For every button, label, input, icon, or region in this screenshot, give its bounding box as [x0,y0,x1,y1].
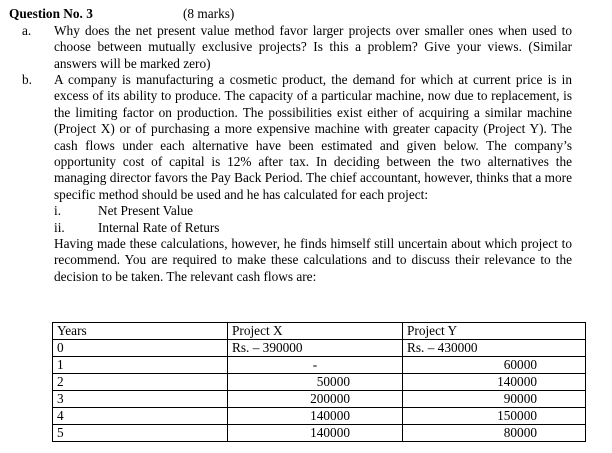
table-cell: 90000 [403,391,586,408]
table-header-row [53,323,586,340]
table-cell: 200000 [228,391,403,408]
table-cell: Rs. – 390000 [228,340,403,357]
item-text: A company is manufacturing a cosmetic product, the demand for which at current price is in excess of its ability to produce. The capacity of a particular machine, now due to replacement, is the limiting factor on production. The possibilities exist either of acquiring a similar machine (Project X) or of purchasing a more expensive machine with greater capacity (Project Y). The cash flows under each alternative have been estimated and given below. The company’s opportunity cost of capital is 12% after tax. In deciding between the two alternatives the managing director favors the Pay Back Period. The chief accountant, however, thinks that a more specific method should be used and he has calculated for each project: [54,72,572,202]
question-item-b [22,72,572,285]
table-cell: 4 [53,408,228,425]
table-cell: 80000 [403,425,586,442]
table-cell: 2 [53,374,228,391]
table-header-cell: Project Y [403,323,586,340]
question-number: Question No. 3 [9,6,93,21]
table-cell: 60000 [403,357,586,374]
table-row [53,357,586,374]
subitem-text: Net Present Value [98,203,194,219]
table-row [53,374,586,391]
subitem-npv [54,203,572,219]
table-header-cell: Project X [228,323,403,340]
table-cell: 140000 [228,408,403,425]
item-label: b. [22,72,32,87]
table-cell: Rs. – 430000 [403,340,586,357]
table-cell: 0 [53,340,228,357]
table-cell: - [228,357,403,374]
table-cell: 150000 [403,408,586,425]
subitem-number: ii. [54,219,65,235]
subitem-text: Internal Rate of Returs [98,219,220,235]
question-header [9,6,235,22]
question-marks: (8 marks) [183,6,235,21]
table-row [53,408,586,425]
table-header-cell: Years [53,323,228,340]
item-text-after: Having made these calculations, however, he finds himself still uncertain about which project to recommend. You are required to make these calculations and to discuss their relevance to the decision to be taken. The relevant cash flows are: [54,236,572,284]
table-cell: 3 [53,391,228,408]
subitem-number: i. [54,203,62,219]
table-cell: 140000 [403,374,586,391]
item-text: Why does the net present value method favor larger projects over smaller ones when used to choose between mutually exclusive projects? Is this a problem? Give your views. (Similar answers will be marked zero) [54,23,572,71]
question-item-a [22,23,572,72]
table-cell: 5 [53,425,228,442]
table-row [53,340,586,357]
table-row [53,425,586,442]
table-cell: 50000 [228,374,403,391]
item-label: a. [22,23,32,38]
table-cell: 140000 [228,425,403,442]
subitem-irr [54,220,572,236]
table-row [53,391,586,408]
cash-flow-table [52,322,586,442]
table-cell: 1 [53,357,228,374]
